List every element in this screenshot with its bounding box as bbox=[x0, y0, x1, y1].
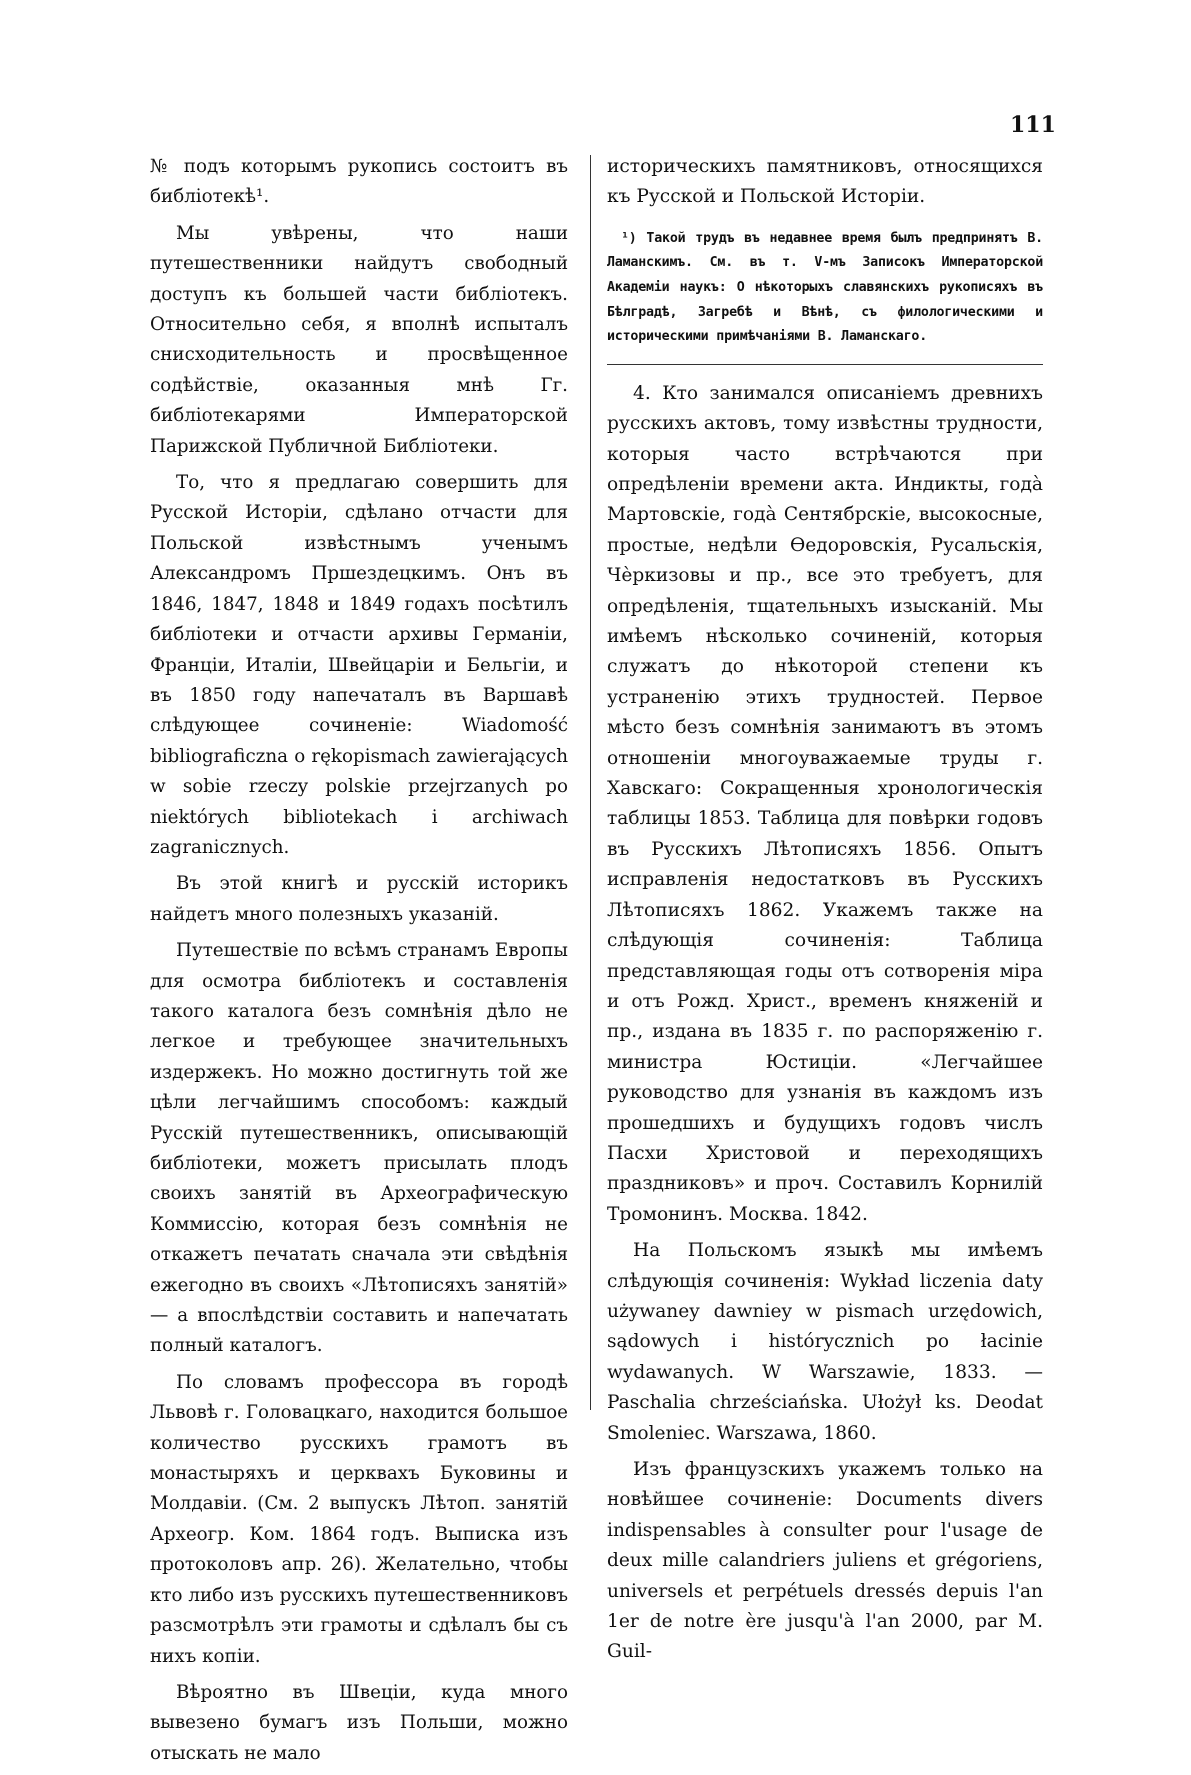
column-divider bbox=[590, 155, 591, 1410]
paragraph: № подъ которымъ рукопись состоитъ въ библіотекѣ¹. bbox=[150, 156, 568, 208]
footnote-text: ¹) Такой трудъ въ недавнее время былъ предпринятъ В. Ламанскимъ. См. въ т. V-мъ Записокъ Императорской Академіи наукъ: О нѣкоторыхъ славянскихъ рукописяхъ въ Бѣлградѣ, Загребѣ и Вѣнѣ, съ филологическими и историческими примѣчаніями В. Ламанскаго. bbox=[607, 230, 1043, 345]
paragraph: По словамъ профессора въ городѣ Львовѣ г. Головацкаго, находится большое количество русскихъ грамотъ въ монастыряхъ и церквахъ Буковины и Молдавіи. (См. 2 выпускъ Лѣтоп. занятій Археогр. Ком. 1864 годъ. Выписка изъ протоколовъ апр. 26). Желательно, чтобы кто либо изъ русскихъ путешественниковъ разсмотрѣлъ эти грамоты и сдѣлалъ бы съ нихъ копіи. bbox=[150, 1371, 568, 1667]
right-column bbox=[607, 152, 1043, 1674]
paragraph: На Польскомъ языкѣ мы имѣемъ слѣдующія сочиненія: Wykład liczenia daty używaney dawniey w pismach urzędowich, sądowych i histórycznich po łacinie wydawanych. W Warszawie, 1833. — Paschalia chrześciańska. Ułożył ks. Deodat Smoleniec. Warszawa, 1860. bbox=[607, 1240, 1043, 1444]
left-column bbox=[150, 152, 568, 1775]
paragraph: Изъ французскихъ укажемъ только на новѣйшее сочиненіе: Documents divers indispensables à consulter pour l'usage de deux mille calandriers juliens et grégoriens, universels et perpétuels dressés depuis l'an 1er de notre ère jusqu'à l'an 2000, par M. Guil- bbox=[607, 1459, 1043, 1663]
paragraph: 4. Кто занимался описаніемъ древнихъ русскихъ актовъ, тому извѣстны трудности, которыя часто встрѣчаются при опредѣленіи времени акта. Индикты, годà Мартовскіе, годà Сентябрскіе, высокосные, простые, недѣли Ѳедоровскія, Русальскія, Чѐркизовы и пр., все это требуетъ, для опредѣленія, тщательныхъ изысканій. Мы имѣемъ нѣсколько сочиненій, которыя служатъ до нѣкоторой степени къ устраненію этихъ трудностей. Первое мѣсто безъ сомнѣнія занимаютъ въ этомъ отношеніи многоуважаемые труды г. Хавскаго: Сокращенныя хронологическія таблицы 1853. Таблица для повѣрки годовъ въ Русскихъ Лѣтописяхъ 1856. Опытъ исправленія недостатковъ въ Русскихъ Лѣтописяхъ 1862. Укажемъ также на слѣдующія сочиненія: Таблица представляющая годы отъ сотворенія міра и отъ Рожд. Христ., временъ княженій и пр., издана въ 1835 г. по распоряженію г. министра Юстиціи. «Легчайшее руководство для узнанія въ каждомъ изъ прошедшихъ и будущихъ годовъ числъ Пасхи Христовой и переходящихъ праздниковъ» и проч. Составилъ Корнилій Тромонинъ. Москва. 1842. bbox=[607, 382, 1043, 1225]
paragraph: Въ этой книгѣ и русскій историкъ найдетъ много полезныхъ указаній. bbox=[150, 873, 568, 925]
paragraph: Путешествіе по всѣмъ странамъ Европы для осмотра библіотекъ и составленія такого каталога безъ сомнѣнія дѣло не легкое и требующее значительныхъ издержекъ. Но можно достигнуть той же цѣли легчайшимъ способомъ: каждый Русскій путешественникъ, описывающій библіотеки, можетъ присылать плодъ своихъ занятій въ Археографическую Коммиссію, которая безъ сомнѣнія не откажетъ печатать сначала эти свѣдѣнія ежегодно въ своихъ «Лѣтописяхъ занятій» — а впослѣдствіи составить и напечатать полный каталогъ. bbox=[150, 940, 568, 1357]
page-number: 111 bbox=[1010, 112, 1056, 138]
paragraph: То, что я предлагаю совершить для Русской Исторіи, сдѣлано отчасти для Польской извѣстнымъ ученымъ Александромъ Пршездецкимъ. Онъ въ 1846, 1847, 1848 и 1849 годахъ посѣтилъ библіотеки и отчасти архивы Германіи, Франціи, Италіи, Швейцаріи и Бельгіи, и въ 1850 году напечаталъ въ Варшавѣ слѣдующее сочиненіе: Wiadomość bibliograficzna o rękopismach zawierających w sobie rzeczy polskie przejrzanych po niektórych bibliotekach i archiwach zagranicznych. bbox=[150, 472, 568, 858]
paragraph: Вѣроятно въ Швеціи, куда много вывезено бумагъ изъ Польши, можно отыскать не мало bbox=[150, 1681, 568, 1764]
footnote bbox=[607, 227, 1043, 365]
paragraph: историческихъ памятниковъ, относящихся къ Русской и Польской Исторіи. bbox=[607, 156, 1043, 208]
paragraph: Мы увѣрены, что наши путешественники найдутъ свободный доступъ къ большей части библіотекъ. Относительно себя, я вполнѣ испыталъ снисходительность и просвѣщенное содѣйствіе, оказанныя мнѣ Гг. библіотекарями Императорской Парижской Публичной Библіотеки. bbox=[150, 222, 568, 457]
